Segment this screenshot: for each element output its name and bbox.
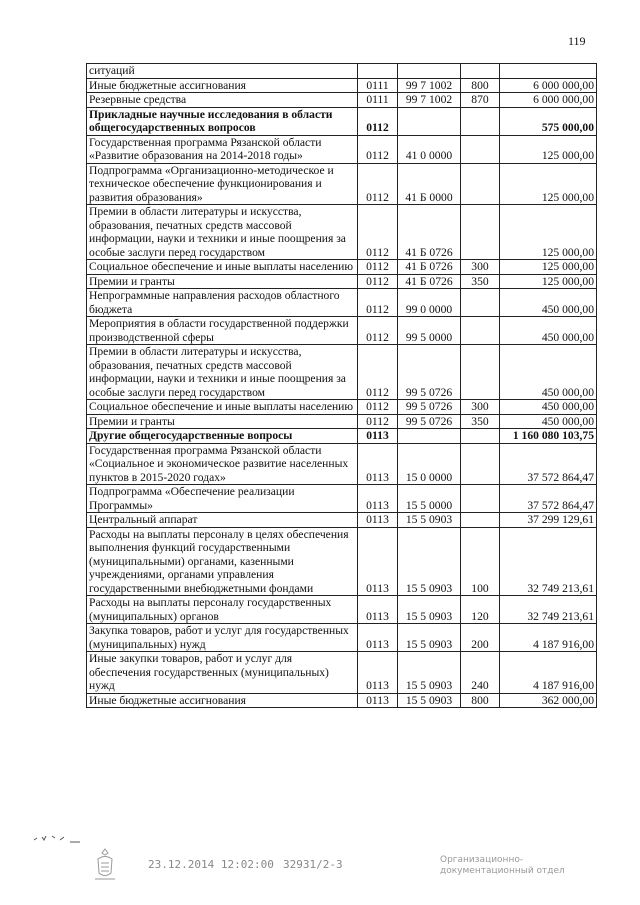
row-amount: 575 000,00 <box>500 107 597 135</box>
row-code: 99 7 1002 <box>398 78 461 93</box>
row-section: 0113 <box>358 624 398 652</box>
table-row <box>87 93 597 108</box>
row-name: ситуаций <box>87 64 358 79</box>
footer-timestamp: 23.12.2014 12:02:00 <box>148 858 274 871</box>
row-name: Государственная программа Рязанской области «Социальное и экономическое развитие населенных пунктов в 2015-2020 годах» <box>87 443 358 485</box>
table-row <box>87 693 597 708</box>
budget-table-body <box>87 64 597 708</box>
row-vr <box>461 163 500 205</box>
row-code: 15 5 0000 <box>398 485 461 513</box>
row-amount: 450 000,00 <box>500 345 597 400</box>
table-row <box>87 513 597 528</box>
footer-doc-number: 32931/2-3 <box>283 858 343 871</box>
row-vr <box>461 289 500 317</box>
footer-org-line1: Организационно- <box>440 855 524 865</box>
row-name: Премии и гранты <box>87 274 358 289</box>
row-code: 41 Б 0726 <box>398 260 461 275</box>
row-code: 41 0 0000 <box>398 135 461 163</box>
table-row <box>87 429 597 444</box>
row-amount: 6 000 000,00 <box>500 93 597 108</box>
row-vr: 100 <box>461 527 500 596</box>
row-amount: 4 187 916,00 <box>500 624 597 652</box>
row-amount: 32 749 213,61 <box>500 527 597 596</box>
table-row <box>87 135 597 163</box>
row-section: 0111 <box>358 78 398 93</box>
row-section <box>358 64 398 79</box>
row-code: 99 7 1002 <box>398 93 461 108</box>
row-vr: 350 <box>461 274 500 289</box>
row-name: Иные бюджетные ассигнования <box>87 693 358 708</box>
row-code: 15 5 0903 <box>398 596 461 624</box>
row-code: 99 0 0000 <box>398 289 461 317</box>
row-code: 15 5 0903 <box>398 527 461 596</box>
table-row <box>87 443 597 485</box>
table-row <box>87 78 597 93</box>
row-section: 0112 <box>358 135 398 163</box>
row-name: Другие общегосударственные вопросы <box>87 429 358 444</box>
table-row <box>87 596 597 624</box>
table-row <box>87 345 597 400</box>
row-section: 0113 <box>358 429 398 444</box>
row-name: Прикладные научные исследования в области общегосударственных вопросов <box>87 107 358 135</box>
row-amount <box>500 64 597 79</box>
table-row <box>87 260 597 275</box>
table-row <box>87 485 597 513</box>
row-vr: 870 <box>461 93 500 108</box>
row-name: Расходы на выплаты персоналу в целях обеспечения выполнения функций государственными (муниципальными) органами, казенными учреждениями, органами управления государственными внебюджетными фондами <box>87 527 358 596</box>
row-code: 99 5 0726 <box>398 414 461 429</box>
row-name: Расходы на выплаты персоналу государственных (муниципальных) органов <box>87 596 358 624</box>
row-code: 15 5 0903 <box>398 693 461 708</box>
row-section: 0113 <box>358 652 398 694</box>
row-vr <box>461 429 500 444</box>
row-amount: 450 000,00 <box>500 289 597 317</box>
table-row <box>87 107 597 135</box>
row-vr: 240 <box>461 652 500 694</box>
row-amount: 125 000,00 <box>500 260 597 275</box>
row-amount: 6 000 000,00 <box>500 78 597 93</box>
row-section: 0111 <box>358 93 398 108</box>
table-row <box>87 64 597 79</box>
row-section: 0112 <box>358 414 398 429</box>
margin-marks <box>30 828 90 848</box>
row-amount: 125 000,00 <box>500 135 597 163</box>
row-amount: 32 749 213,61 <box>500 596 597 624</box>
row-amount: 37 572 864,47 <box>500 443 597 485</box>
row-section: 0113 <box>358 693 398 708</box>
row-amount: 450 000,00 <box>500 400 597 415</box>
row-section: 0112 <box>358 317 398 345</box>
row-code: 99 5 0726 <box>398 345 461 400</box>
row-vr <box>461 345 500 400</box>
row-name: Закупка товаров, работ и услуг для государственных (муниципальных) нужд <box>87 624 358 652</box>
table-row <box>87 205 597 260</box>
table-row <box>87 527 597 596</box>
row-name: Непрограммные направления расходов областного бюджета <box>87 289 358 317</box>
row-section: 0112 <box>358 289 398 317</box>
row-name: Мероприятия в области государственной поддержки производственной сферы <box>87 317 358 345</box>
row-vr <box>461 317 500 345</box>
row-name: Премии и гранты <box>87 414 358 429</box>
row-amount: 1 160 080 103,75 <box>500 429 597 444</box>
row-name: Резервные средства <box>87 93 358 108</box>
row-code: 41 Б 0726 <box>398 274 461 289</box>
row-name: Подпрограмма «Организационно-методическое и техническое обеспечение функционирования и развития образования» <box>87 163 358 205</box>
row-section: 0112 <box>358 345 398 400</box>
footer-org <box>440 855 565 877</box>
row-section: 0113 <box>358 596 398 624</box>
row-section: 0112 <box>358 400 398 415</box>
row-code: 99 5 0726 <box>398 400 461 415</box>
row-name: Иные закупки товаров, работ и услуг для обеспечения государственных (муниципальных) нужд <box>87 652 358 694</box>
table-row <box>87 652 597 694</box>
row-code: 41 Б 0000 <box>398 163 461 205</box>
row-vr: 300 <box>461 400 500 415</box>
row-vr: 300 <box>461 260 500 275</box>
row-code: 99 5 0000 <box>398 317 461 345</box>
row-name: Социальное обеспечение и иные выплаты населению <box>87 400 358 415</box>
row-code: 15 5 0903 <box>398 624 461 652</box>
row-name: Подпрограмма «Обеспечение реализации Программы» <box>87 485 358 513</box>
page-number: 119 <box>568 34 586 48</box>
row-amount: 362 000,00 <box>500 693 597 708</box>
row-amount: 4 187 916,00 <box>500 652 597 694</box>
row-amount: 450 000,00 <box>500 414 597 429</box>
row-code: 15 5 0903 <box>398 652 461 694</box>
table-row <box>87 289 597 317</box>
row-vr <box>461 485 500 513</box>
row-vr: 800 <box>461 693 500 708</box>
row-section: 0113 <box>358 513 398 528</box>
row-amount: 450 000,00 <box>500 317 597 345</box>
row-code <box>398 64 461 79</box>
table-row <box>87 624 597 652</box>
row-name: Государственная программа Рязанской области «Развитие образования на 2014-2018 годы» <box>87 135 358 163</box>
row-amount: 125 000,00 <box>500 163 597 205</box>
row-name: Центральный аппарат <box>87 513 358 528</box>
row-vr <box>461 64 500 79</box>
emblem-stamp-icon <box>90 845 120 885</box>
row-amount: 125 000,00 <box>500 205 597 260</box>
table-row <box>87 317 597 345</box>
row-amount: 125 000,00 <box>500 274 597 289</box>
row-vr: 200 <box>461 624 500 652</box>
footer-org-line2: документационный отдел <box>440 866 565 876</box>
row-name: Премии в области литературы и искусства, образования, печатных средств массовой информации, науки и техники и иные поощрения за особые заслуги перед государством <box>87 205 358 260</box>
row-section: 0112 <box>358 163 398 205</box>
table-row <box>87 400 597 415</box>
row-code: 41 Б 0726 <box>398 205 461 260</box>
table-row <box>87 163 597 205</box>
row-code: 15 5 0903 <box>398 513 461 528</box>
row-vr: 120 <box>461 596 500 624</box>
row-section: 0113 <box>358 485 398 513</box>
row-section: 0112 <box>358 260 398 275</box>
row-vr <box>461 513 500 528</box>
row-section: 0112 <box>358 205 398 260</box>
budget-table <box>86 63 597 708</box>
row-code <box>398 107 461 135</box>
row-name: Премии в области литературы и искусства, образования, печатных средств массовой информации, науки и техники и иные поощрения за особые заслуги перед государством <box>87 345 358 400</box>
row-vr <box>461 107 500 135</box>
row-code <box>398 429 461 444</box>
row-name: Иные бюджетные ассигнования <box>87 78 358 93</box>
row-vr: 800 <box>461 78 500 93</box>
row-code: 15 0 0000 <box>398 443 461 485</box>
row-vr <box>461 205 500 260</box>
table-row <box>87 414 597 429</box>
row-section: 0113 <box>358 527 398 596</box>
row-section: 0112 <box>358 107 398 135</box>
row-vr <box>461 443 500 485</box>
row-amount: 37 572 864,47 <box>500 485 597 513</box>
table-row <box>87 274 597 289</box>
row-name: Социальное обеспечение и иные выплаты населению <box>87 260 358 275</box>
row-amount: 37 299 129,61 <box>500 513 597 528</box>
row-vr: 350 <box>461 414 500 429</box>
row-section: 0113 <box>358 443 398 485</box>
row-vr <box>461 135 500 163</box>
row-section: 0112 <box>358 274 398 289</box>
